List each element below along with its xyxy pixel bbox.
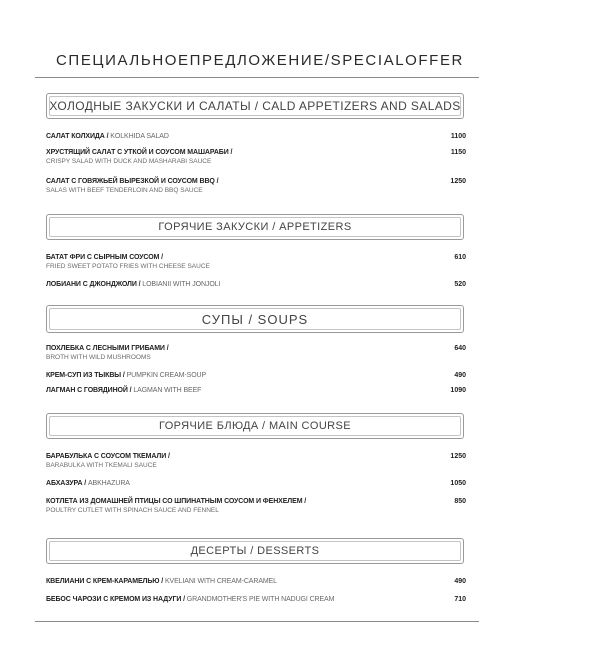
item-name-ru: БАРАБУЛЬКА С СОУСОМ ТКЕМАЛИ /: [46, 453, 170, 460]
item-name-en: GRANDMOTHER'S PIE WITH NADUGI CREAM: [186, 596, 335, 603]
section-header-desserts: [46, 538, 464, 564]
menu-item: [46, 177, 466, 195]
top-divider: [35, 77, 479, 78]
item-name-en: SALAS WITH BEEF TENDERLOIN AND BBQ SAUCE: [46, 187, 203, 194]
menu-item: [46, 386, 466, 395]
item-name-ru: БЕБОС ЧАРОЗИ С КРЕМОМ ИЗ НАДУГИ /: [46, 596, 187, 603]
section-title: ХОЛОДНЫЕ ЗАКУСКИ И САЛАТЫ / CALD APPETIZERS AND SALADS: [49, 99, 461, 113]
item-name-en: POULTRY CUTLET WITH SPINACH SAUCE AND FENNEL: [46, 507, 219, 514]
item-name-ru: ПОХЛЕБКА С ЛЕСНЫМИ ГРИБАМИ /: [46, 345, 169, 352]
item-price: 640: [454, 345, 466, 352]
section-title: ГОРЯЧИЕ БЛЮДА / MAIN COURSE: [158, 420, 351, 432]
item-price: 1150: [450, 149, 466, 156]
item-price: 1090: [450, 387, 466, 394]
item-name-en: CRISPY SALAD WITH DUCK AND MASHARABI SAUCE: [46, 158, 212, 165]
item-price: 490: [454, 372, 466, 379]
item-name-ru: КОТЛЕТА ИЗ ДОМАШНЕЙ ПТИЦЫ СО ШПИНАТНЫМ СОУСОМ И ФЕНХЕЛЕМ /: [46, 498, 307, 505]
menu-item: [46, 253, 466, 271]
item-name-en: KOLKHIDA SALAD: [110, 133, 169, 140]
item-name-ru: САЛАТ КОЛХИДА /: [46, 133, 111, 140]
item-price: 850: [454, 498, 466, 505]
section-header-cold-appetizers: [46, 93, 464, 119]
menu-item: [46, 344, 466, 362]
item-name-en: KVELIANI WITH CREAM-CARAMEL: [164, 578, 277, 585]
menu-item: [46, 280, 466, 289]
menu-item: [46, 132, 466, 141]
menu-item: [46, 577, 466, 586]
item-name-en: LOBIANII WITH JONJOLI: [142, 281, 221, 288]
item-price: 490: [454, 578, 466, 585]
item-name-en: ABKHAZURA: [87, 480, 130, 487]
item-price: 710: [454, 596, 466, 603]
menu-item: [46, 595, 466, 604]
item-name-ru: САЛАТ С ГОВЯЖЬЕЙ ВЫРЕЗКОЙ И СОУСОМ BBQ /: [46, 178, 219, 185]
item-price: 1250: [450, 453, 466, 460]
item-name-ru: ЛАГМАН С ГОВЯДИНОЙ /: [46, 387, 134, 394]
item-name-en: PUMPKIN CREAM-SOUP: [126, 372, 207, 379]
item-name-ru: АБХАЗУРА /: [46, 480, 88, 487]
menu-item: [46, 479, 466, 488]
page-title: СПЕЦИАЛЬНОЕПРЕДЛОЖЕНИЕ/SPECIALOFFER: [56, 52, 464, 69]
item-price: 520: [454, 281, 466, 288]
section-title: СУПЫ / SOUPS: [201, 311, 309, 327]
item-name-en: FRIED SWEET POTATO FRIES WITH CHEESE SAUCE: [46, 263, 210, 270]
section-header-appetizers: [46, 214, 464, 240]
item-price: 610: [454, 254, 466, 261]
item-name-ru: ЛОБИАНИ С ДЖОНДЖОЛИ /: [46, 281, 143, 288]
item-price: 1100: [450, 133, 466, 140]
item-name-ru: КРЕМ-СУП ИЗ ТЫКВЫ /: [46, 372, 127, 379]
section-title: ГОРЯЧИЕ ЗАКУСКИ / APPETIZERS: [158, 221, 352, 233]
bottom-divider: [35, 621, 479, 622]
menu-item: [46, 371, 466, 380]
item-name-en: LAGMAN WITH BEEF: [133, 387, 202, 394]
section-header-soups: [46, 305, 464, 333]
item-name-en: BARABULKA WITH TKEMALI SAUCE: [46, 462, 157, 469]
menu-item: [46, 452, 466, 470]
section-header-main-course: [46, 413, 464, 439]
section-title: ДЕСЕРТЫ / DESSERTS: [190, 545, 320, 557]
item-name-ru: ХРУСТЯЩИЙ САЛАТ С УТКОЙ И СОУСОМ МАШАРАБИ /: [46, 149, 233, 156]
item-price: 1250: [450, 178, 466, 185]
item-price: 1050: [450, 480, 466, 487]
item-name-ru: КВЕЛИАНИ С КРЕМ-КАРАМЕЛЬЮ /: [46, 578, 165, 585]
menu-item: [46, 148, 466, 166]
menu-item: [46, 497, 466, 515]
item-name-en: BROTH WITH WILD MUSHROOMS: [46, 354, 151, 361]
item-name-ru: БАТАТ ФРИ С СЫРНЫМ СОУСОМ /: [46, 254, 163, 261]
